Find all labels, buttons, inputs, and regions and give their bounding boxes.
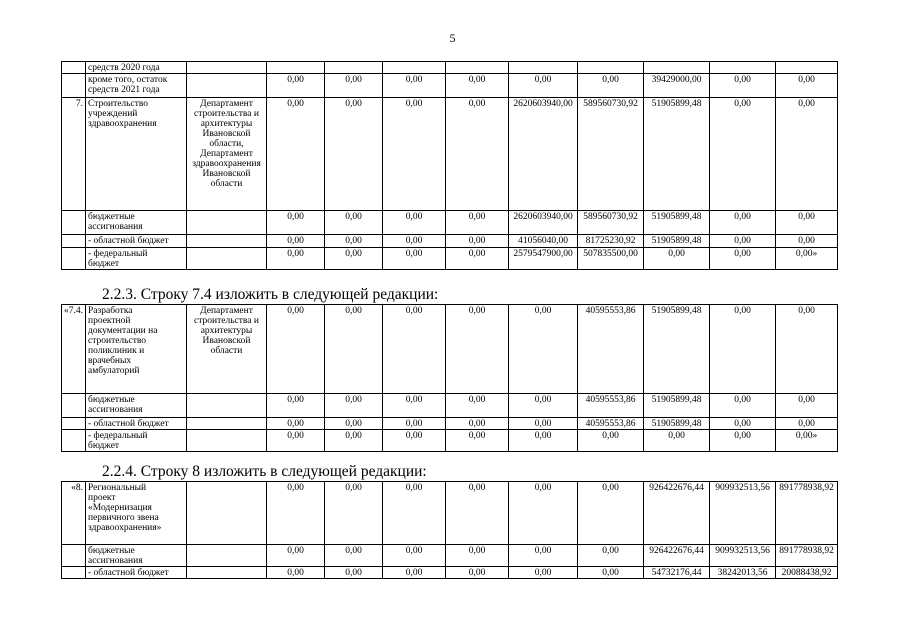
amount-cell: 0,00 [383, 394, 446, 418]
amount-cell: 0,00 [446, 98, 509, 211]
section-heading-2-2-4: 2.2.4. Строку 8 изложить в следующей редакции: [102, 463, 427, 480]
amount-cell: 0,00 [267, 418, 325, 430]
amount-cell: 40595553,86 [578, 418, 644, 430]
amount-cell: 0,00 [325, 430, 383, 452]
amount-cell: 0,00 [383, 430, 446, 452]
amount-cell: 0,00 [776, 235, 838, 248]
table-row [62, 248, 838, 270]
amount-cell: 0,00» [776, 430, 838, 452]
amount-cell: 38242013,56 [710, 567, 776, 579]
amount-cell: 0,00 [776, 98, 838, 211]
table-row [62, 567, 838, 579]
amount-cell: 81725230,92 [578, 235, 644, 248]
row-number-cell: «7.4. [62, 305, 86, 394]
amount-cell: 0,00 [325, 567, 383, 579]
amount-cell: 0,00 [509, 430, 578, 452]
amount-cell [644, 62, 710, 74]
amount-cell: 0,00 [446, 430, 509, 452]
row-number-cell [62, 545, 86, 567]
row-number-cell [62, 74, 86, 98]
amount-cell: 926422676,44 [644, 482, 710, 545]
amount-cell: 0,00 [446, 545, 509, 567]
table-row [62, 545, 838, 567]
amount-cell: 0,00 [710, 430, 776, 452]
amount-cell: 0,00 [383, 98, 446, 211]
row-number-cell: 7. [62, 98, 86, 211]
amount-cell: 0,00 [446, 418, 509, 430]
amount-cell: 0,00» [776, 248, 838, 270]
table-row [62, 62, 838, 74]
amount-cell: 589560730,92 [578, 98, 644, 211]
table-row [62, 235, 838, 248]
amount-cell: 0,00 [446, 305, 509, 394]
amount-cell: 0,00 [267, 545, 325, 567]
amount-cell: 0,00 [383, 248, 446, 270]
amount-cell: 0,00 [776, 211, 838, 235]
executor-cell [187, 394, 267, 418]
executor-cell [187, 482, 267, 545]
activity-name-cell: бюджетные ассигнования [86, 545, 187, 567]
amount-cell: 0,00 [267, 235, 325, 248]
amount-cell: 926422676,44 [644, 545, 710, 567]
activity-name-cell: Разработка проектной документации на строительство поликлиник и врачебных амбулаторий [86, 305, 187, 394]
amount-cell: 0,00 [710, 235, 776, 248]
amount-cell [267, 62, 325, 74]
amount-cell: 0,00 [383, 482, 446, 545]
amount-cell [710, 62, 776, 74]
amount-cell [509, 62, 578, 74]
executor-cell [187, 248, 267, 270]
amount-cell: 0,00 [325, 482, 383, 545]
amount-cell: 0,00 [325, 211, 383, 235]
amount-cell: 0,00 [446, 248, 509, 270]
amount-cell: 0,00 [578, 567, 644, 579]
amount-cell [383, 62, 446, 74]
amount-cell: 0,00 [578, 482, 644, 545]
amount-cell: 0,00 [644, 248, 710, 270]
page-number: 5 [449, 31, 456, 45]
row-number-cell [62, 394, 86, 418]
executor-cell [187, 62, 267, 74]
amount-cell: 0,00 [710, 394, 776, 418]
amount-cell: 0,00 [383, 545, 446, 567]
amount-cell: 0,00 [383, 418, 446, 430]
amount-cell: 41056040,00 [509, 235, 578, 248]
amount-cell: 0,00 [776, 74, 838, 98]
amount-cell: 0,00 [446, 235, 509, 248]
amount-cell: 909932513,56 [710, 482, 776, 545]
table-row [62, 482, 838, 545]
executor-cell [187, 211, 267, 235]
executor-cell [187, 418, 267, 430]
amount-cell [578, 62, 644, 74]
row-number-cell [62, 430, 86, 452]
executor-cell: Департамент строительства и архитектуры Ивановской области, Департамент здравоохранения Ивановской области [187, 98, 267, 211]
amount-cell: 0,00 [509, 74, 578, 98]
table-row [62, 98, 838, 211]
row-number-cell [62, 248, 86, 270]
amount-cell: 0,00 [509, 567, 578, 579]
executor-cell [187, 235, 267, 248]
executor-cell [187, 545, 267, 567]
amount-cell: 0,00 [325, 394, 383, 418]
executor-cell [187, 430, 267, 452]
row-number-cell: «8. [62, 482, 86, 545]
amount-cell: 51905899,48 [644, 305, 710, 394]
amount-cell: 0,00 [267, 98, 325, 211]
amount-cell: 0,00 [267, 482, 325, 545]
amount-cell: 0,00 [776, 418, 838, 430]
amount-cell: 0,00 [446, 74, 509, 98]
table-row [62, 430, 838, 452]
amount-cell: 0,00 [325, 545, 383, 567]
activity-name-cell: - областной бюджет [86, 235, 187, 248]
amount-cell: 0,00 [509, 418, 578, 430]
amount-cell: 51905899,48 [644, 211, 710, 235]
amount-cell: 2579547900,00 [509, 248, 578, 270]
amount-cell: 0,00 [325, 235, 383, 248]
amount-cell: 2620603940,00 [509, 211, 578, 235]
amount-cell: 0,00 [325, 248, 383, 270]
amount-cell: 0,00 [578, 545, 644, 567]
executor-cell: Департамент строительства и архитектуры Ивановской области [187, 305, 267, 394]
amount-cell: 0,00 [446, 394, 509, 418]
amount-cell: 40595553,86 [578, 305, 644, 394]
amount-cell: 0,00 [325, 418, 383, 430]
amount-cell: 0,00 [325, 98, 383, 211]
amount-cell: 54732176,44 [644, 567, 710, 579]
amount-cell: 51905899,48 [644, 98, 710, 211]
activity-name-cell: бюджетные ассигнования [86, 394, 187, 418]
row-number-cell [62, 235, 86, 248]
amount-cell: 0,00 [509, 394, 578, 418]
amount-cell: 0,00 [710, 98, 776, 211]
amount-cell: 0,00 [383, 211, 446, 235]
table-row [62, 211, 838, 235]
row-number-cell [62, 62, 86, 74]
amount-cell: 0,00 [509, 545, 578, 567]
amount-cell: 0,00 [776, 394, 838, 418]
amount-cell: 2620603940,00 [509, 98, 578, 211]
funding-table-row-7-4 [61, 304, 838, 452]
amount-cell: 0,00 [383, 74, 446, 98]
amount-cell: 51905899,48 [644, 394, 710, 418]
amount-cell: 0,00 [267, 567, 325, 579]
amount-cell: 40595553,86 [578, 394, 644, 418]
amount-cell: 0,00 [578, 430, 644, 452]
amount-cell: 0,00 [644, 430, 710, 452]
executor-cell [187, 74, 267, 98]
amount-cell: 20088438,92 [776, 567, 838, 579]
amount-cell: 0,00 [578, 74, 644, 98]
amount-cell: 507835500,00 [578, 248, 644, 270]
table-row [62, 305, 838, 394]
amount-cell: 0,00 [267, 394, 325, 418]
funding-table-row-7 [61, 61, 838, 270]
amount-cell: 0,00 [446, 482, 509, 545]
row-number-cell [62, 567, 86, 579]
amount-cell [776, 62, 838, 74]
activity-name-cell: Региональный проект «Модернизация первичного звена здравоохранения» [86, 482, 187, 545]
amount-cell: 0,00 [509, 305, 578, 394]
amount-cell: 0,00 [325, 74, 383, 98]
amount-cell: 589560730,92 [578, 211, 644, 235]
table-row [62, 394, 838, 418]
activity-name-cell: - федеральный бюджет [86, 248, 187, 270]
activity-name-cell: средств 2020 года [86, 62, 187, 74]
table-row [62, 74, 838, 98]
executor-cell [187, 567, 267, 579]
amount-cell: 0,00 [710, 418, 776, 430]
activity-name-cell: кроме того, остаток средств 2021 года [86, 74, 187, 98]
activity-name-cell: - областной бюджет [86, 418, 187, 430]
amount-cell: 0,00 [383, 235, 446, 248]
amount-cell: 0,00 [710, 211, 776, 235]
activity-name-cell: - федеральный бюджет [86, 430, 187, 452]
amount-cell: 51905899,48 [644, 418, 710, 430]
amount-cell: 39429000,00 [644, 74, 710, 98]
amount-cell: 0,00 [446, 567, 509, 579]
amount-cell: 0,00 [776, 305, 838, 394]
amount-cell: 0,00 [267, 211, 325, 235]
activity-name-cell: бюджетные ассигнования [86, 211, 187, 235]
amount-cell: 0,00 [267, 430, 325, 452]
amount-cell: 891778938,92 [776, 482, 838, 545]
activity-name-cell: - областной бюджет [86, 567, 187, 579]
amount-cell: 0,00 [710, 305, 776, 394]
amount-cell: 51905899,48 [644, 235, 710, 248]
amount-cell: 0,00 [267, 305, 325, 394]
section-heading-2-2-3: 2.2.3. Строку 7.4 изложить в следующей редакции: [102, 286, 439, 303]
amount-cell: 0,00 [383, 567, 446, 579]
amount-cell [446, 62, 509, 74]
amount-cell: 0,00 [509, 482, 578, 545]
funding-table-row-8 [61, 481, 838, 579]
activity-name-cell: Строительство учреждений здравоохранения [86, 98, 187, 211]
amount-cell: 0,00 [267, 248, 325, 270]
amount-cell: 0,00 [267, 74, 325, 98]
amount-cell [325, 62, 383, 74]
amount-cell: 891778938,92 [776, 545, 838, 567]
amount-cell: 0,00 [710, 74, 776, 98]
amount-cell: 0,00 [325, 305, 383, 394]
amount-cell: 0,00 [710, 248, 776, 270]
row-number-cell [62, 211, 86, 235]
amount-cell: 909932513,56 [710, 545, 776, 567]
amount-cell: 0,00 [446, 211, 509, 235]
row-number-cell [62, 418, 86, 430]
table-row [62, 418, 838, 430]
amount-cell: 0,00 [383, 305, 446, 394]
